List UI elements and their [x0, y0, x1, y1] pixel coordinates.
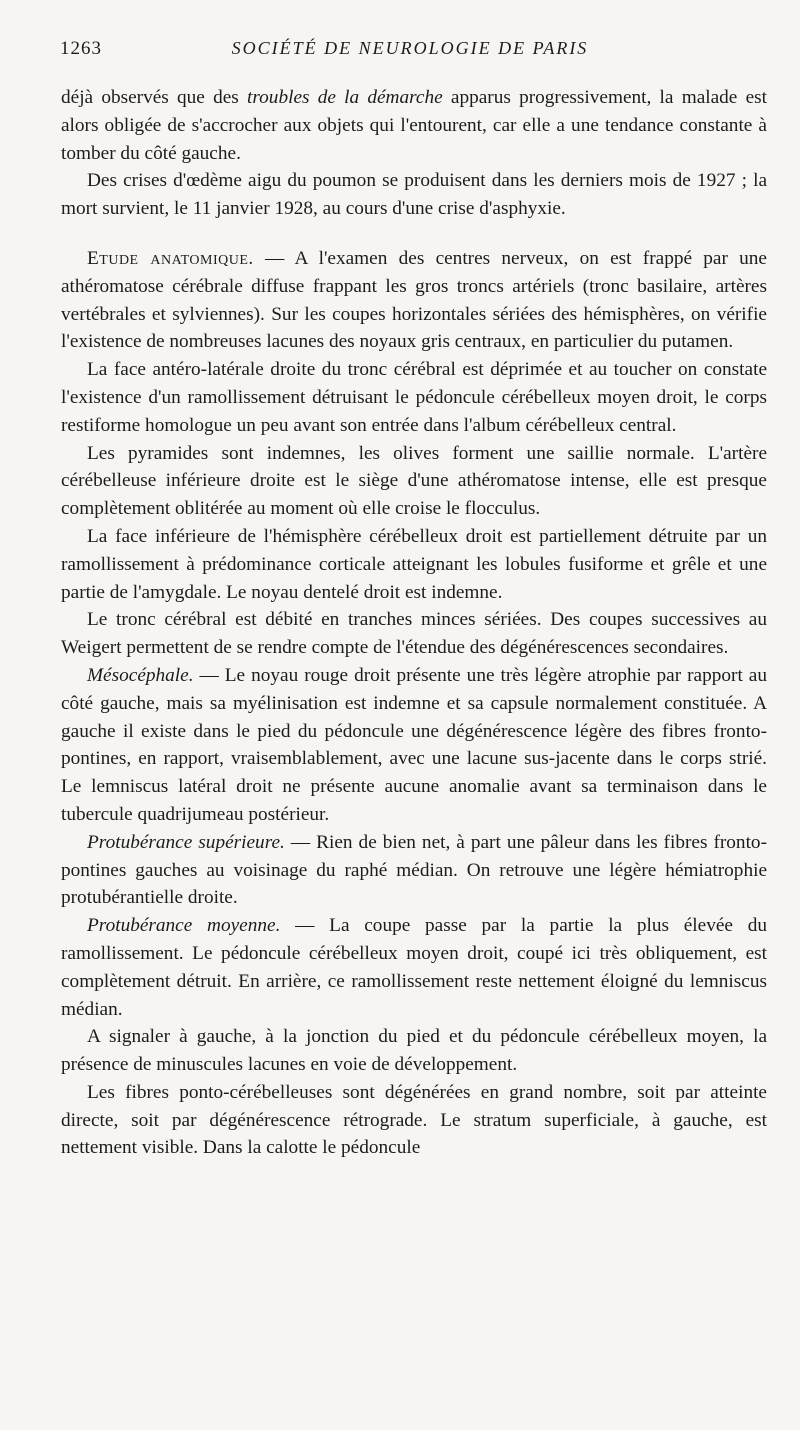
subheading-mesocephale: Mésocéphale.	[87, 664, 194, 686]
section-heading-etude-anatomique: Etude anatomique.	[87, 247, 254, 269]
paragraph-1	[61, 84, 767, 167]
paragraph-10-text: — La coupe passe par la partie la plus élevée du ramollissement. Le pédoncule cérébelleux moyen droit, coupé ici très obliquement, est complètement détruit. En arrière, ce ramollissement reste nettement éloigné du lemniscus médian.	[61, 915, 767, 1020]
paragraph-3	[61, 245, 767, 356]
paragraph-2-text: Des crises d'œdème aigu du poumon se produisent dans les derniers mois de 1927 ; la mort survient, le 11 janvier 1928, au cours d'une crise d'asphyxie.	[61, 170, 767, 220]
paragraph-7	[61, 606, 767, 662]
paragraph-3-text: — A l'examen des centres nerveux, on est frappé par une athéromatose cérébrale diffuse frappant les gros troncs artériels (tronc basilaire, artères vertébrales et sylviennes). Sur les coupes horizontales sériées des hémisphères, on vérifie l'existence de nombreuses lacunes des noyaux gris centraux, en particulier du putamen.	[61, 247, 767, 353]
paragraph-12-text: Les fibres ponto-cérébelleuses sont dégénérées en grand nombre, soit par atteinte directe, soit par dégénérescence rétrograde. Le stratum superficiale, à gauche, est nettement visible. Dans la calotte le pédoncule	[61, 1081, 767, 1159]
paragraph-10	[61, 912, 767, 1023]
paragraph-4-text: La face antéro-latérale droite du tronc cérébral est déprimée et au toucher on constate l'existence d'un ramollissement détruisant le pédoncule cérébelleux moyen droit, le corps restiforme homologue un peu avant son entrée dans l'album cérébelleux central.	[61, 359, 767, 436]
paragraph-5	[61, 440, 767, 523]
paragraph-11-text: A signaler à gauche, à la jonction du pied et du pédoncule cérébelleux moyen, la présence de minuscules lacunes en voie de développement.	[61, 1026, 767, 1076]
paragraph-7-text: Le tronc cérébral est débité en tranches minces sériées. Des coupes successives au Weigert permettent de se rendre compte de l'étendue des dégénérescences secondaires.	[61, 609, 767, 659]
page-number: 1263	[60, 38, 102, 59]
paragraph-9-text: — Rien de bien net, à part une pâleur dans les fibres fronto-pontines gauches au voisinage du raphé médian. On retrouve une légère hémiatrophie protubérantielle droite.	[61, 831, 767, 909]
paragraph-4	[61, 356, 767, 439]
journal-title: SOCIÉTÉ DE NEUROLOGIE DE PARIS	[231, 38, 589, 58]
subheading-protuberance-moyenne: Protubérance moyenne.	[87, 915, 281, 937]
paragraph-8	[61, 662, 767, 829]
paragraph-12	[61, 1079, 767, 1162]
body-text	[61, 84, 767, 1162]
paragraph-6-text: La face inférieure de l'hémisphère cérébelleux droit est partiellement détruite par un ramollissement à prédominance corticale atteignant les lobules fusiforme et grêle et une partie de l'amygdale. Le noyau dentelé droit est indemne.	[61, 525, 767, 603]
running-head	[60, 38, 760, 68]
paragraph-1-text-a: déjà observés que des	[61, 87, 248, 108]
paragraph-8-text: — Le noyau rouge droit présente une très légère atrophie par rapport au côté gauche, mais sa myélinisation est indemne et sa capsule normalement constituée. A gauche il existe dans le pied du pédoncule une dégénérescence légère des fibres fronto-pontines, en rapport, vraisemblablement, avec une lacune sus-jacente dans le corps strié. Le lemniscus latéral droit ne présente aucune anomalie avant sa terminaison dans le tubercule quadrijumeau postérieur.	[61, 664, 767, 825]
subheading-protuberance-superieure: Protubérance supérieure.	[87, 831, 285, 853]
emphasis-troubles-demarche: troubles de la démarche	[247, 87, 443, 108]
paragraph-1-text-b: apparus progressivement, la malade est alors obligée de s'accrocher aux objets qui l'entourent, car elle a une tendance constante à tomber du côté gauche.	[61, 87, 768, 164]
paragraph-9	[61, 829, 767, 912]
paragraph-6	[61, 523, 767, 606]
paragraph-11	[61, 1023, 767, 1079]
paragraph-5-text: Les pyramides sont indemnes, les olives forment une saillie normale. L'artère cérébelleuse inférieure droite est le siège d'une athéromatose intense, elle est presque complètement oblitérée au moment où elle croise le flocculus.	[61, 442, 767, 520]
paragraph-2	[61, 167, 767, 223]
section-gap	[61, 223, 767, 245]
